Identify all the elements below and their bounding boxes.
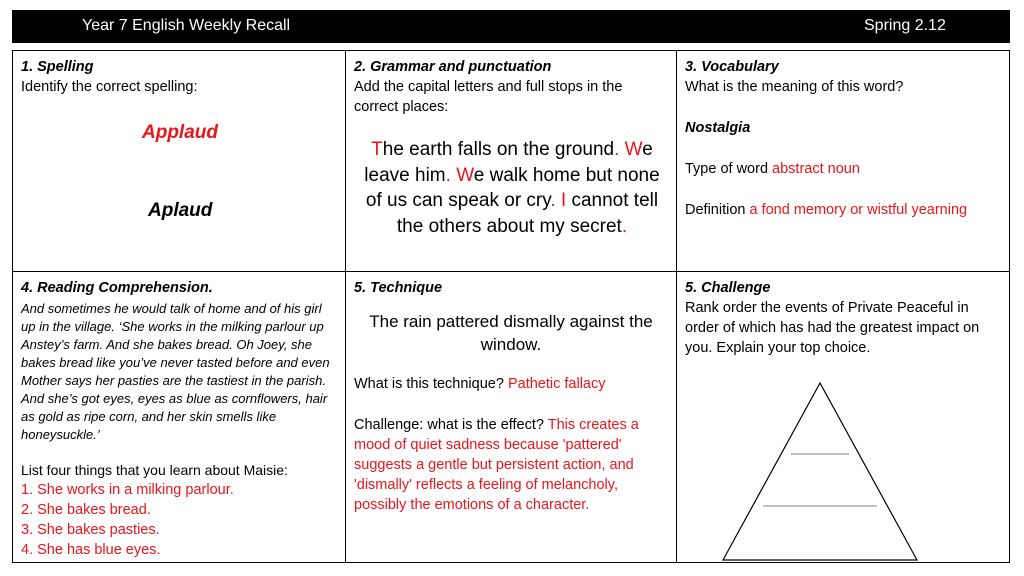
challenge-question: Challenge: what is the effect? [354,417,548,433]
technique-question [354,374,668,394]
reading-answer-4: 4. She has blue eyes. [21,542,161,558]
grammar-panel [345,50,677,272]
term-label: Spring 2.12 [864,17,946,34]
reading-passage: And sometimes he would talk of home and of his girl up in the village. ‘She works in the milking parlour up Anstey’s farm. And she bakes bread. Oh Joey, she bakes bread like you’ve never tasted before and even Mother says her pasties are the tastiest in the parish. And she’s got eyes, eyes as blue as cornflowers, hair as gold as ripe corn, and her skin smells like honeysuckle.’ [21,301,330,442]
vocabulary-heading: 3. Vocabulary [685,59,779,75]
technique-quote: The rain pattered dismally against the window. [369,312,653,354]
technique-question-text: What is this technique? [354,376,508,392]
reading-panel [12,271,346,563]
page-title: Year 7 English Weekly Recall [82,17,291,34]
grammar-heading: 2. Grammar and punctuation [354,59,552,75]
reading-heading: 4. Reading Comprehension. [21,280,213,296]
vocabulary-panel [676,50,1010,272]
grammar-prompt: Add the capital letters and full stops in the correct places: [354,79,623,115]
correction-mark: . [614,139,620,160]
correction-mark: . [621,215,628,237]
vocabulary-definition [685,200,1001,220]
technique-answer: Pathetic fallacy [507,376,606,392]
challenge-prompt: Rank order the events of Private Peaceful in order of which has had the greatest impact on you. Explain your top choice. [685,300,980,356]
sentence-fragment: he earth falls on the ground [382,139,615,160]
correction-mark: . [550,190,556,211]
definition-value: a fond memory or wistful yearning [749,202,968,218]
pyramid-outline [723,383,917,560]
correction-mark: T [371,139,383,160]
spelling-prompt: Identify the correct spelling: [21,79,198,95]
correction-mark: . [445,164,451,186]
reading-question: List four things that you learn about Maisie: [21,462,288,478]
spelling-panel [12,50,346,272]
sentence-fragment: e walk home but none of us can speak or cry [365,164,660,211]
correction-mark: W [456,164,474,186]
spelling-option-wrong[interactable]: Aplaud [148,200,213,221]
sentence-fragment: e leave him [364,139,653,186]
reading-answer-1: 1. She works in a milking parlour. [21,482,234,498]
challenge-answer: This creates a mood of quiet sadness because 'pattered' suggests a gentle but persistent action, and 'dismally' reflects a feeling of melancholy, possibly the emotions of a character. [354,417,639,513]
type-label: Type of word [685,161,773,177]
technique-heading: 5. Technique [354,280,443,296]
type-value: abstract noun [772,161,860,177]
spelling-heading: 1. Spelling [21,59,94,75]
technique-challenge [354,415,668,515]
reading-answer-2: 2. She bakes bread. [21,502,151,518]
header-bar [12,10,1010,43]
correction-mark: I [560,190,567,211]
vocabulary-word: Nostalgia [685,120,751,136]
challenge-heading: 5. Challenge [685,280,771,296]
correction-mark: W [624,139,643,160]
spelling-option-correct[interactable]: Applaud [142,122,218,143]
ranking-pyramid [722,382,918,562]
grammar-sentence [354,137,670,239]
vocabulary-type [685,159,1001,179]
reading-answer-3: 3. She bakes pasties. [21,522,160,538]
definition-label: Definition [685,202,750,218]
sentence-fragment: cannot tell the others about my secret [396,190,659,237]
vocabulary-prompt: What is the meaning of this word? [685,79,904,95]
technique-panel [345,271,677,563]
